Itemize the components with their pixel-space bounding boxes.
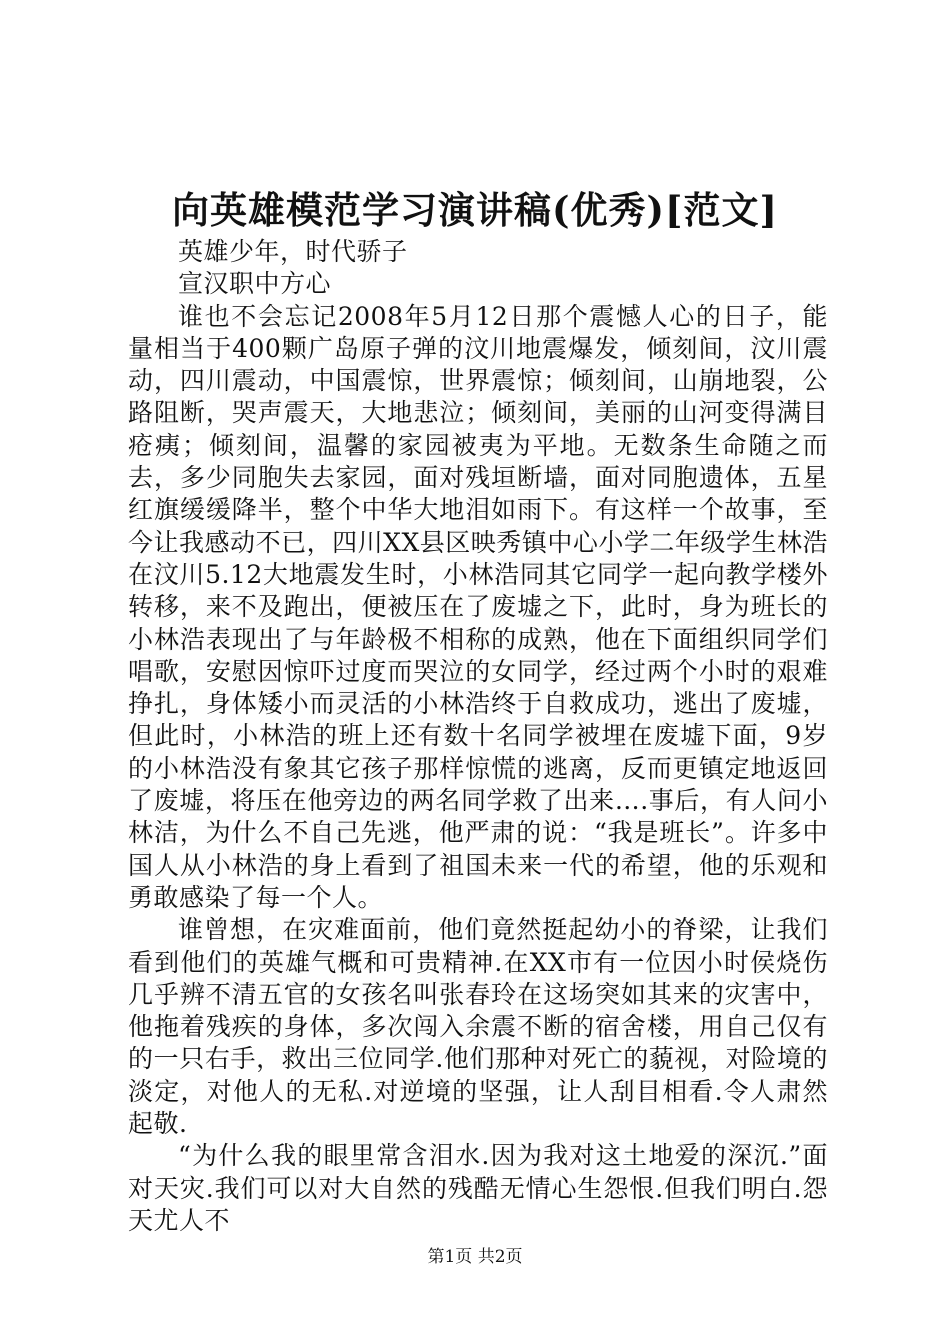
document-title: 向英雄模范学习演讲稿(优秀)[范文] [171,188,779,232]
document-subtitle: 英雄少年，时代骄子 [178,237,408,266]
page-footer: 第1页 共2页 [427,1247,523,1267]
document-author: 宣汉职中方心 [178,269,332,299]
document-body [128,236,828,1237]
paragraph-1: 谁也不会忘记2008年5月12日那个震憾人心的日子，能量相当于400颗广岛原子弹的汶川地震爆发，倾刻间，汶川震动，四川震动，中国震惊，世界震惊；倾刻间，山崩地裂，公路阻断，哭声震天，大地悲泣；倾刻间，美丽的山河变得满目疮痍；倾刻间，温馨的家园被夷为平地。无数条生命随之而去，多少同胞失去家园，面对残垣断墙，面对同胞遗体，五星红旗缓缓降半，整个中华大地泪如雨下。有这样一个故事，至今让我感动不已，四川XX县区映秀镇中心小学二年级学生林浩在汶川5.12大地震发生时，小林浩同其它同学一起向教学楼外转移，来不及跑出，便被压在了废墟之下，此时，身为班长的小林浩表现出了与年龄极不相称的成熟，他在下面组织同学们唱歌，安慰因惊吓过度而哭泣的女同学，经过两个小时的艰难挣扎，身体矮小而灵活的小林浩终于自救成功，逃出了废墟，但此时，小林浩的班上还有数十名同学被埋在废墟下面，9岁的小林浩没有象其它孩子那样惊慌的逃离，反而更镇定地返回了废墟，将压在他旁边的两名同学救了出来….事后，有人问小林洁，为什么不自己先逃，他严肃的说：“我是班长”。许多中国人从小林浩的身上看到了祖国未来一代的希望，他的乐观和勇敢感染了每一个人。 [128,301,828,912]
paragraph-2: 谁曾想，在灾难面前，他们竟然挺起幼小的脊梁，让我们看到他们的英雄气概和可贵精神.在XX市有一位因小时侯烧伤几乎辨不清五官的女孩名叫张春玲在这场突如其来的灾害中，他拖着残疾的身体，多次闯入余震不断的宿舍楼，用自己仅有的一只右手，救出三位同学.他们那种对死亡的藐视，对险境的淡定，对他人的无私.对逆境的坚强，让人刮目相看.令人肃然起敬. [128,915,828,1139]
paragraph-3: “为什么我的眼里常含泪水.因为我对这土地爱的深沉.”面对天灾.我们可以对大自然的残酷无情心生怨恨.但我们明白.怨天尤人不 [128,1141,828,1235]
